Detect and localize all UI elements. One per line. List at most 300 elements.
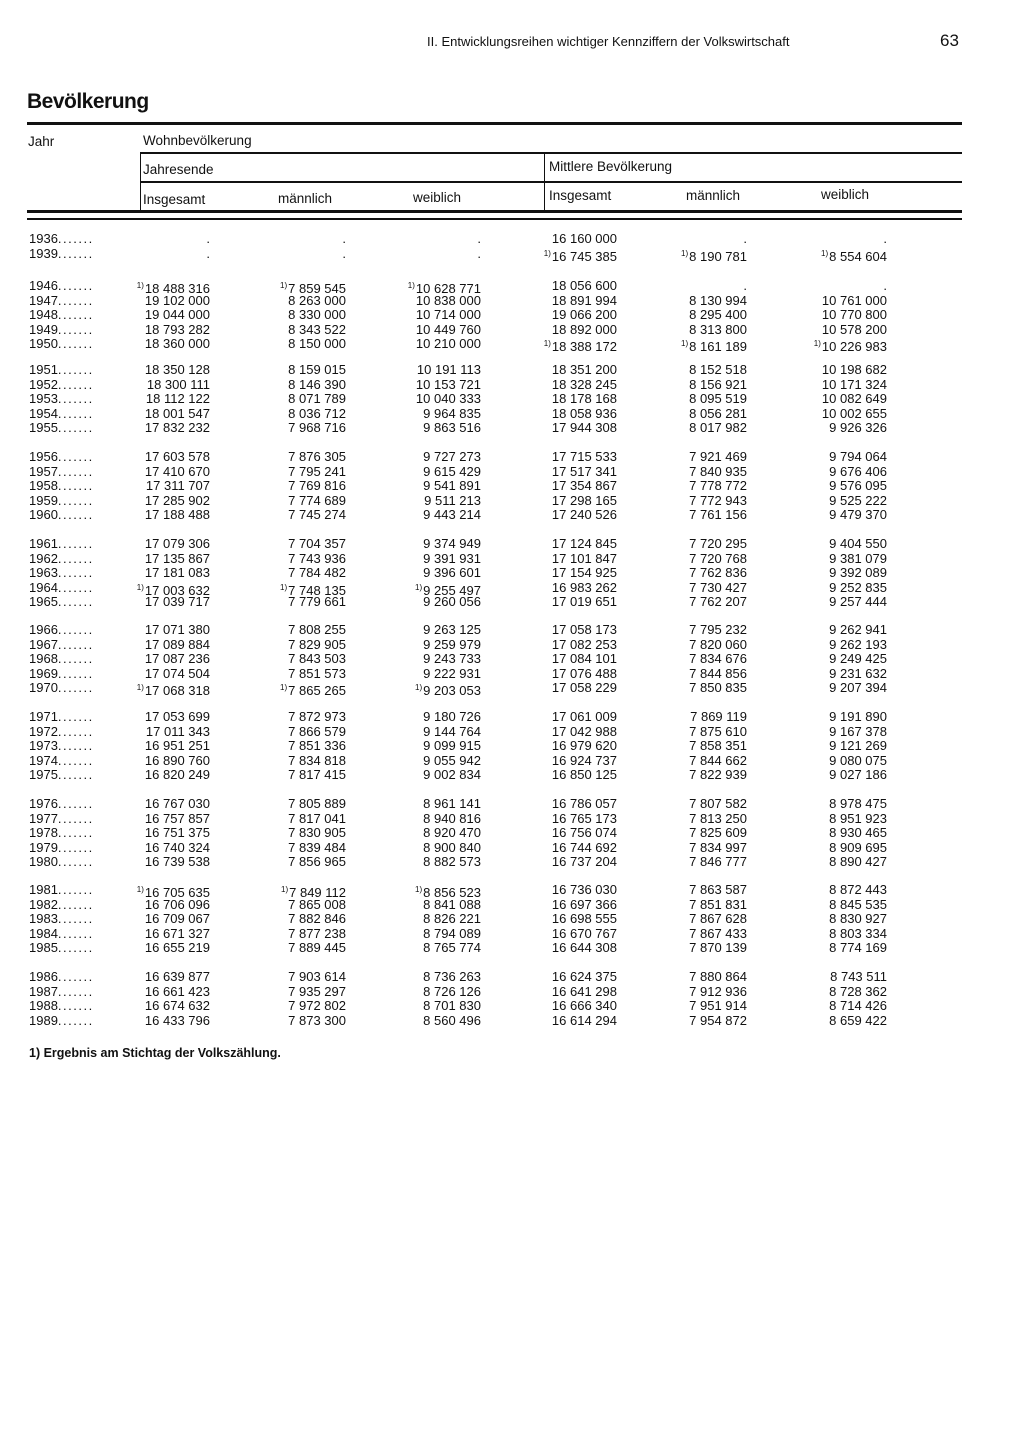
value-cell: 17 101 847 <box>551 550 617 566</box>
value-cell: 8 714 426 <box>829 998 887 1013</box>
group-header-mittlere: Mittlere Bevölkerung <box>549 159 673 174</box>
value-cell: 16 850 125 <box>551 767 617 782</box>
col-header-insgesamt-1: Insgesamt <box>143 192 206 207</box>
value-cell: 17 410 670 <box>144 463 210 479</box>
footnote-marker: 1) <box>136 885 144 894</box>
value-cell: 17 061 009 <box>551 709 617 724</box>
footnote-marker: 1) <box>280 683 288 692</box>
year-cell: 1971....... <box>29 709 94 724</box>
year-cell: 1963....... <box>29 565 94 580</box>
year-cell: 1976....... <box>29 796 94 811</box>
value-cell: $^{1)}$8 190 781 <box>681 248 747 264</box>
year-cell: 1936....... <box>29 231 94 246</box>
value-cell: . <box>477 245 481 261</box>
value-cell: 17 603 578 <box>144 449 210 464</box>
value-cell: 9 479 370 <box>829 507 887 522</box>
group-header-wohnbevoelkerung: Wohnbevölkerung <box>143 133 252 148</box>
value-cell: 9 249 425 <box>829 651 887 666</box>
value-cell: 9 443 214 <box>423 507 481 522</box>
value-cell: 8 765 774 <box>423 940 481 955</box>
value-cell: 10 210 000 <box>415 336 481 351</box>
value-cell: 8 017 982 <box>689 420 747 435</box>
value-cell: 7 834 818 <box>288 752 346 768</box>
value-cell: 18 793 282 <box>144 321 210 337</box>
footnote-marker: 1) <box>280 281 288 290</box>
value-cell: 9 374 949 <box>423 536 481 551</box>
value-cell: $^{1)}$10 628 771 <box>407 281 481 296</box>
value-cell: 7 761 156 <box>689 507 747 522</box>
value-cell: 9 260 056 <box>423 594 481 609</box>
value-cell: 17 285 902 <box>144 492 210 508</box>
value-cell: 7 882 846 <box>288 911 346 926</box>
value-cell: 16 757 857 <box>144 810 210 826</box>
value-cell: $^{1)}$7 748 135 <box>280 582 346 598</box>
year-cell: 1954....... <box>29 405 94 421</box>
section-title: Bevölkerung <box>27 90 149 113</box>
value-cell: 10 578 200 <box>821 321 887 337</box>
value-cell: 17 042 988 <box>551 723 617 739</box>
value-cell: 16 786 057 <box>551 796 617 811</box>
col-header-maennlich-2: männlich <box>686 188 741 203</box>
value-cell: 17 154 925 <box>551 565 617 580</box>
year-cell: 1948....... <box>29 307 94 322</box>
subgroup-rule <box>140 181 962 183</box>
year-cell: 1964....... <box>29 579 94 595</box>
value-cell: 7 795 241 <box>288 463 346 479</box>
value-cell: 8 150 000 <box>288 336 346 351</box>
footnote-marker: 1) <box>813 339 821 348</box>
value-cell: 8 263 000 <box>288 292 346 308</box>
value-cell: 10 198 682 <box>821 362 887 377</box>
value-cell: 17 517 341 <box>551 463 617 479</box>
value-cell: 16 983 262 <box>551 579 617 595</box>
value-cell: 18 178 168 <box>551 391 617 406</box>
value-cell: 16 655 219 <box>144 940 210 955</box>
value-cell: 10 838 000 <box>415 292 481 308</box>
value-cell: 7 840 935 <box>689 463 747 479</box>
value-cell: 7 972 802 <box>288 998 346 1013</box>
value-cell: 7 834 676 <box>689 651 747 666</box>
col-header-weiblich-2: weiblich <box>821 187 870 202</box>
year-cell: 1982....... <box>29 896 94 912</box>
value-cell: 9 259 979 <box>423 636 481 652</box>
year-cell: 1949....... <box>29 321 94 337</box>
value-cell: 7 829 905 <box>288 636 346 652</box>
value-cell: 7 743 936 <box>288 550 346 566</box>
value-cell: 9 615 429 <box>423 463 481 479</box>
value-cell: . <box>206 231 210 246</box>
value-cell: 18 892 000 <box>551 321 617 337</box>
value-cell: 9 576 095 <box>829 478 887 493</box>
value-cell: 7 877 238 <box>288 925 346 941</box>
year-cell: 1956....... <box>29 449 94 464</box>
value-cell: 7 825 609 <box>689 825 747 840</box>
value-cell: 8 930 465 <box>829 825 887 840</box>
value-cell: 7 851 336 <box>288 738 346 753</box>
value-cell: 8 961 141 <box>423 796 481 811</box>
value-cell: 17 053 699 <box>144 709 210 724</box>
footnote-marker: 1) <box>681 248 689 258</box>
value-cell: 9 511 213 <box>424 492 481 508</box>
value-cell: 16 639 877 <box>144 969 210 984</box>
value-cell: $^{1)}$8 161 189 <box>681 339 747 354</box>
value-cell: 9 392 089 <box>829 565 887 580</box>
value-cell: 7 834 997 <box>689 839 747 855</box>
value-cell: 9 381 079 <box>829 550 887 566</box>
year-cell: 1986....... <box>29 969 94 984</box>
value-cell: 17 135 867 <box>144 550 210 566</box>
value-cell: 9 002 834 <box>423 767 481 782</box>
value-cell: 7 839 484 <box>288 839 346 855</box>
value-cell: $^{1)}$17 003 632 <box>136 582 210 598</box>
value-cell: 8 845 535 <box>829 896 887 912</box>
value-cell: 7 863 587 <box>689 882 747 897</box>
year-cell: 1977....... <box>29 810 94 826</box>
year-cell: 1985....... <box>29 940 94 955</box>
value-cell: 7 951 914 <box>689 998 747 1013</box>
value-cell: 16 767 030 <box>144 796 210 811</box>
value-cell: 9 231 632 <box>829 665 887 681</box>
value-cell: 9 404 550 <box>829 536 887 551</box>
value-cell: 9 191 890 <box>829 709 887 724</box>
value-cell: 7 784 482 <box>288 565 346 580</box>
value-cell: . <box>743 278 747 293</box>
value-cell: 7 778 772 <box>689 478 747 493</box>
value-cell: 7 704 357 <box>288 536 346 551</box>
value-cell: 8 794 089 <box>423 925 481 941</box>
value-cell: $^{1)}$10 226 983 <box>813 339 887 354</box>
year-cell: 1970....... <box>29 680 94 695</box>
value-cell: 8 130 994 <box>689 292 747 308</box>
value-cell: 8 882 573 <box>423 854 481 869</box>
year-cell: 1978....... <box>29 825 94 840</box>
value-cell: 17 832 232 <box>144 420 210 435</box>
value-cell: 7 875 610 <box>689 723 747 739</box>
value-cell: 8 920 470 <box>423 825 481 840</box>
value-cell: 16 765 173 <box>551 810 617 826</box>
value-cell: 7 846 777 <box>689 854 747 869</box>
value-cell: $^{1)}$7 849 112 <box>281 885 346 900</box>
value-cell: 16 820 249 <box>144 767 210 782</box>
year-cell: 1968....... <box>29 651 94 666</box>
value-cell: 8 728 362 <box>829 983 887 999</box>
footnote-marker: 1) <box>821 248 829 258</box>
value-cell: 7 872 973 <box>288 709 346 724</box>
year-cell: 1953....... <box>29 391 94 406</box>
value-cell: 8 701 830 <box>423 998 481 1013</box>
value-cell: 9 794 064 <box>829 449 887 464</box>
value-cell: 17 944 308 <box>551 420 617 435</box>
value-cell: 7 954 872 <box>689 1012 747 1028</box>
value-cell: 16 661 423 <box>144 983 210 999</box>
value-cell: 17 298 165 <box>551 492 617 508</box>
group-header-jahresende: Jahresende <box>143 162 214 177</box>
year-cell: 1951....... <box>29 362 94 377</box>
value-cell: 16 709 067 <box>144 911 210 926</box>
year-cell: 1958....... <box>29 478 94 493</box>
value-cell: 8 152 518 <box>689 362 747 377</box>
col-header-maennlich-1: männlich <box>278 191 333 206</box>
value-cell: $^{1)}$18 488 316 <box>136 281 210 296</box>
value-cell: 17 076 488 <box>551 665 617 681</box>
value-cell: 10 761 000 <box>821 292 887 308</box>
value-cell: 17 181 083 <box>144 565 210 580</box>
value-cell: 7 968 716 <box>288 420 346 435</box>
value-cell: 16 736 030 <box>551 882 617 897</box>
footnote-marker: 1) <box>280 582 288 592</box>
value-cell: 9 391 931 <box>423 550 481 566</box>
value-cell: 7 817 041 <box>288 810 346 826</box>
footnote-marker: 1) <box>415 885 423 894</box>
value-cell: 8 159 015 <box>288 362 346 377</box>
value-cell: 16 670 767 <box>551 925 617 941</box>
col-divider-2 <box>544 154 545 211</box>
footnote-marker: 1) <box>407 281 415 290</box>
year-cell: 1957....... <box>29 463 94 479</box>
year-cell: 1983....... <box>29 911 94 926</box>
value-cell: 16 706 096 <box>144 896 210 912</box>
value-cell: 17 071 380 <box>144 622 210 637</box>
value-cell: $^{1)}$9 203 053 <box>415 683 481 698</box>
year-cell: 1980....... <box>29 854 94 869</box>
value-cell: 16 890 760 <box>144 752 210 768</box>
value-cell: 7 843 503 <box>288 651 346 666</box>
value-cell: 18 360 000 <box>144 336 210 351</box>
year-cell: 1972....... <box>29 723 94 739</box>
value-cell: 7 867 433 <box>689 925 747 941</box>
value-cell: 7 867 628 <box>689 911 747 926</box>
value-cell: 9 144 764 <box>423 723 481 739</box>
col-header-weiblich-1: weiblich <box>413 190 462 205</box>
value-cell: 19 066 200 <box>551 307 617 322</box>
value-cell: 9 257 444 <box>829 594 887 609</box>
value-cell: 9 099 915 <box>423 738 481 753</box>
year-cell: 1989....... <box>29 1012 94 1028</box>
value-cell: 8 940 816 <box>423 810 481 826</box>
year-cell: 1955....... <box>29 420 94 435</box>
value-cell: 16 737 204 <box>551 854 617 869</box>
value-cell: 8 890 427 <box>829 854 887 869</box>
value-cell: 9 243 733 <box>423 651 481 666</box>
year-cell: 1981....... <box>29 882 94 897</box>
year-cell: 1961....... <box>29 536 94 551</box>
value-cell: 7 720 295 <box>689 536 747 551</box>
value-cell: 18 351 200 <box>551 362 617 377</box>
value-cell: 7 844 856 <box>689 665 747 681</box>
value-cell: $^{1)}$7 859 545 <box>280 281 346 296</box>
value-cell: 8 736 263 <box>423 969 481 984</box>
value-cell: 8 313 800 <box>689 321 747 337</box>
value-cell: 18 350 128 <box>144 362 210 377</box>
value-cell: $^{1)}$8 554 604 <box>821 248 887 264</box>
value-cell: 18 112 122 <box>145 391 210 406</box>
value-cell: 10 449 760 <box>415 321 481 337</box>
value-cell: 9 525 222 <box>829 492 887 508</box>
value-cell: 8 056 281 <box>689 405 747 421</box>
value-cell: 9 027 186 <box>829 767 887 782</box>
value-cell: 7 870 139 <box>689 940 747 955</box>
value-cell: 7 858 351 <box>689 738 747 753</box>
value-cell: 7 762 836 <box>689 565 747 580</box>
value-cell: 10 191 113 <box>416 362 481 377</box>
value-cell: 9 121 269 <box>829 738 887 753</box>
value-cell: 17 311 707 <box>145 478 210 493</box>
footnote-marker: 1) <box>681 339 689 348</box>
footnote-marker: 1) <box>281 885 289 894</box>
footnote-marker: 1) <box>136 281 144 290</box>
value-cell: 7 844 662 <box>689 752 747 768</box>
footnote-marker: 1) <box>543 339 551 348</box>
year-cell: 1974....... <box>29 752 94 768</box>
value-cell: 9 676 406 <box>829 463 887 479</box>
value-cell: 8 900 840 <box>423 839 481 855</box>
value-cell: 7 762 207 <box>689 594 747 609</box>
value-cell: . <box>743 231 747 246</box>
value-cell: 16 641 298 <box>551 983 617 999</box>
year-cell: 1960....... <box>29 507 94 522</box>
value-cell: 8 951 923 <box>829 810 887 826</box>
value-cell: 9 262 193 <box>829 636 887 652</box>
table-top-rule <box>27 122 962 125</box>
value-cell: 17 084 101 <box>551 651 617 666</box>
value-cell: 10 040 333 <box>415 391 481 406</box>
value-cell: 7 745 274 <box>288 507 346 522</box>
value-cell: 7 912 936 <box>689 983 747 999</box>
footnote-marker: 1) <box>543 248 551 258</box>
footnote: 1) Ergebnis am Stichtag der Volkszählung. <box>29 1046 281 1060</box>
value-cell: 17 019 651 <box>551 594 617 609</box>
value-cell: . <box>883 278 887 293</box>
value-cell: 7 903 614 <box>288 969 346 984</box>
value-cell: 17 082 253 <box>551 636 617 652</box>
value-cell: $^{1)}$18 388 172 <box>543 339 617 354</box>
value-cell: 9 262 941 <box>829 622 887 637</box>
value-cell: 16 644 308 <box>551 940 617 955</box>
value-cell: 7 856 965 <box>288 854 346 869</box>
year-cell: 1969....... <box>29 665 94 681</box>
value-cell: 17 240 526 <box>551 507 617 522</box>
year-cell: 1975....... <box>29 767 94 782</box>
value-cell: 17 011 343 <box>145 723 210 739</box>
value-cell: 8 560 496 <box>423 1012 481 1028</box>
value-cell: 8 826 221 <box>423 911 481 926</box>
year-cell: 1959....... <box>29 492 94 508</box>
value-cell: 8 095 519 <box>689 391 747 406</box>
value-cell: 8 343 522 <box>288 321 346 337</box>
value-cell: 8 036 712 <box>288 405 346 421</box>
value-cell: 8 774 169 <box>829 940 887 955</box>
value-cell: 16 614 294 <box>551 1012 617 1028</box>
col-divider-1 <box>140 154 141 211</box>
value-cell: 17 188 488 <box>144 507 210 522</box>
value-cell: 9 222 931 <box>423 665 481 681</box>
value-cell: 9 180 726 <box>423 709 481 724</box>
value-cell: $^{1)}$9 255 497 <box>415 582 481 598</box>
value-cell: 8 803 334 <box>829 925 887 941</box>
value-cell: 7 866 579 <box>288 723 346 739</box>
value-cell: $^{1)}$16 705 635 <box>136 885 210 900</box>
value-cell: 9 055 942 <box>423 752 481 768</box>
value-cell: 17 058 173 <box>551 622 617 637</box>
year-cell: 1950....... <box>29 336 94 351</box>
value-cell: 16 739 538 <box>144 854 210 869</box>
value-cell: 16 674 632 <box>144 998 210 1013</box>
value-cell: 17 079 306 <box>144 536 210 551</box>
year-cell: 1973....... <box>29 738 94 753</box>
value-cell: 16 671 327 <box>144 925 210 941</box>
value-cell: 9 926 326 <box>829 420 887 435</box>
footnote-marker: 1) <box>136 683 144 692</box>
value-cell: 8 146 390 <box>288 376 346 392</box>
value-cell: 17 124 845 <box>551 536 617 551</box>
value-cell: 7 935 297 <box>288 983 346 999</box>
value-cell: 7 779 661 <box>288 594 346 609</box>
year-cell: 1967....... <box>29 636 94 652</box>
value-cell: 7 820 060 <box>689 636 747 652</box>
value-cell: 10 171 324 <box>821 376 887 392</box>
value-cell: 17 715 533 <box>551 449 617 464</box>
value-cell: . <box>342 245 346 261</box>
value-cell: 16 979 620 <box>551 738 617 753</box>
year-cell: 1965....... <box>29 594 94 609</box>
value-cell: $^{1)}$16 745 385 <box>543 248 617 264</box>
value-cell: 8 841 088 <box>423 896 481 912</box>
value-cell: 16 624 375 <box>551 969 617 984</box>
value-cell: 7 720 768 <box>689 550 747 566</box>
value-cell: . <box>206 245 210 261</box>
value-cell: 7 921 469 <box>689 449 747 464</box>
value-cell: 16 160 000 <box>551 231 617 246</box>
value-cell: 7 850 835 <box>689 680 747 695</box>
value-cell: 9 396 601 <box>423 565 481 580</box>
value-cell: 8 909 695 <box>829 839 887 855</box>
value-cell: 7 805 889 <box>288 796 346 811</box>
value-cell: 19 044 000 <box>144 307 210 322</box>
value-cell: 7 772 943 <box>689 492 747 508</box>
value-cell: 17 039 717 <box>144 594 210 609</box>
value-cell: 16 433 796 <box>144 1012 210 1028</box>
year-cell: 1946....... <box>29 278 94 293</box>
year-cell: 1987....... <box>29 983 94 999</box>
wohn-rule <box>140 152 962 154</box>
value-cell: 7 889 445 <box>288 940 346 955</box>
value-cell: . <box>342 231 346 246</box>
value-cell: 17 354 867 <box>551 478 617 493</box>
value-cell: 10 153 721 <box>415 376 481 392</box>
value-cell: 7 730 427 <box>689 579 747 595</box>
value-cell: 7 865 008 <box>288 896 346 912</box>
value-cell: 16 666 340 <box>551 998 617 1013</box>
value-cell: 16 740 324 <box>144 839 210 855</box>
value-cell: 8 830 927 <box>829 911 887 926</box>
value-cell: 7 822 939 <box>689 767 747 782</box>
value-cell: 10 714 000 <box>415 307 481 322</box>
year-cell: 1979....... <box>29 839 94 855</box>
header-bottom-rule <box>27 210 962 213</box>
footnote-marker: 1) <box>415 582 423 592</box>
value-cell: 19 102 000 <box>144 292 210 308</box>
year-cell: 1984....... <box>29 925 94 941</box>
value-cell: 10 002 655 <box>821 405 887 421</box>
value-cell: 7 830 905 <box>288 825 346 840</box>
value-cell: 8 726 126 <box>423 983 481 999</box>
value-cell: 9 863 516 <box>423 420 481 435</box>
value-cell: 7 876 305 <box>288 449 346 464</box>
value-cell: 7 873 300 <box>288 1012 346 1028</box>
value-cell: 7 880 864 <box>689 969 747 984</box>
year-cell: 1939....... <box>29 245 94 261</box>
running-title: II. Entwicklungsreihen wichtiger Kennziffern der Volkswirtschaft <box>427 34 790 49</box>
